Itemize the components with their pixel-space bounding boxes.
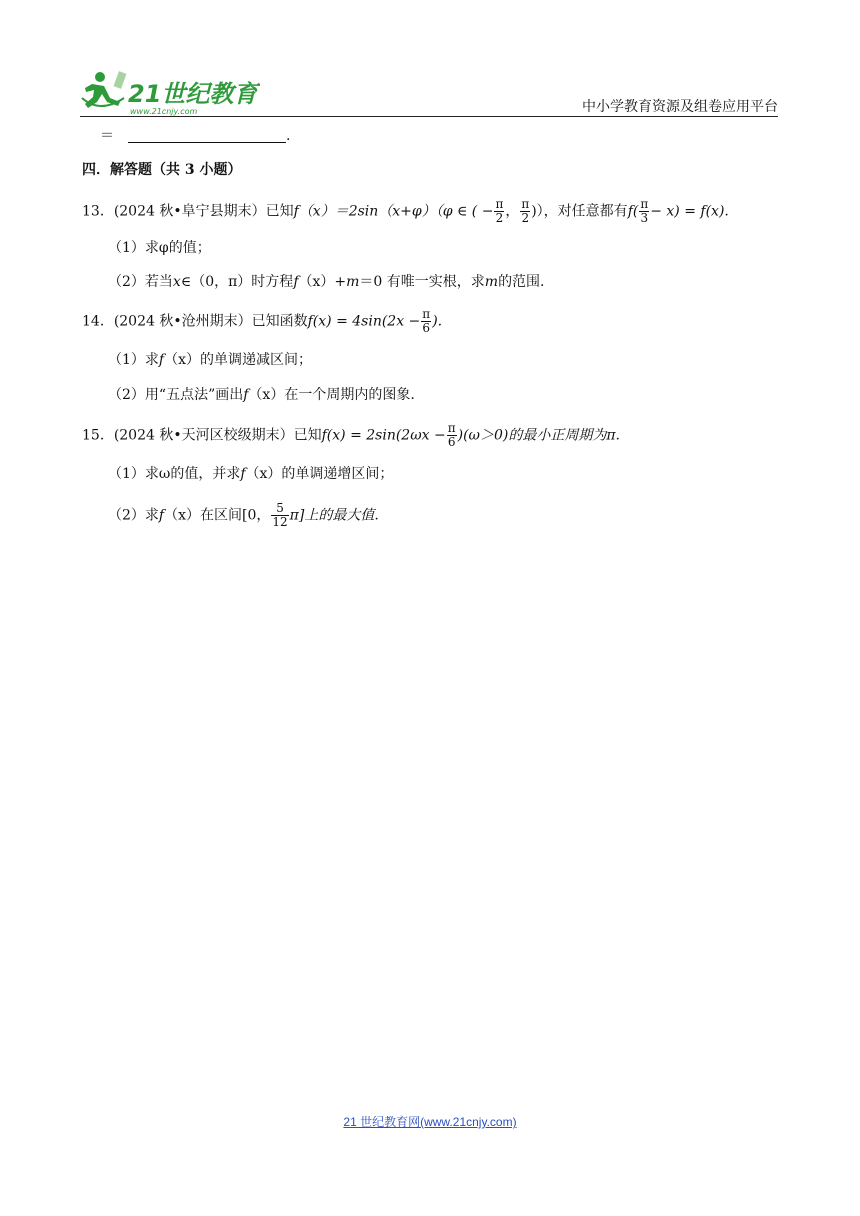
platform-title: 中小学教育资源及组卷应用平台 [582,99,778,115]
question-14-stem: 14．(2024 秋•沧州期末）已知函数f(x) = 4sin(2x − $\frac{\pi}{6}$ ). [82,307,443,335]
question-15-part-2: （2）求f（x）在区间[0， $\frac{5}{12}$ π]上的最大值. [108,501,379,529]
page-footer [0,1113,860,1130]
question-14-part-1: （1）求f（x）的单调递减区间； [108,352,313,368]
answer-blank-line: ＝ . [100,128,291,144]
question-15-stem: 15．(2024 秋•天河区校级期末）已知f(x) = 2sin(2ωx − $\frac{\pi}{6}$ )(ω＞0)的最小正周期为π. [82,421,620,449]
header-divider [80,116,778,117]
answer-blank [128,128,286,143]
question-13-part-1: （1）求φ的值； [108,240,211,256]
question-15-part-1: （1）求ω的值，并求f（x）的单调递增区间； [108,466,394,482]
question-13-part-2: （2）若当x∈（0，π）时方程f（x）+m＝0 有唯一实根，求m的范围. [108,274,545,290]
logo-url: www.21cnjy.com [130,107,198,116]
footer-link[interactable]: 21 世纪教育网(www.21cnjy.com) [343,1115,517,1129]
question-13-stem: 13．(2024 秋•阜宁县期末）已知f（x）＝2sin（x+φ）（φ ∈ ( − $\frac{\pi}{2}$ ， $\frac{\pi}{2}$ )），对任意都有f( $\frac{\pi}{3}$ − x) = f(x). [82,197,729,225]
question-14-part-2: （2）用“五点法”画出f（x）在一个周期内的图象. [108,387,415,403]
logo [80,68,260,118]
logo-text: 21世纪教育 [128,80,258,108]
section-title: 四．解答题（共 3 小题） [82,162,242,178]
